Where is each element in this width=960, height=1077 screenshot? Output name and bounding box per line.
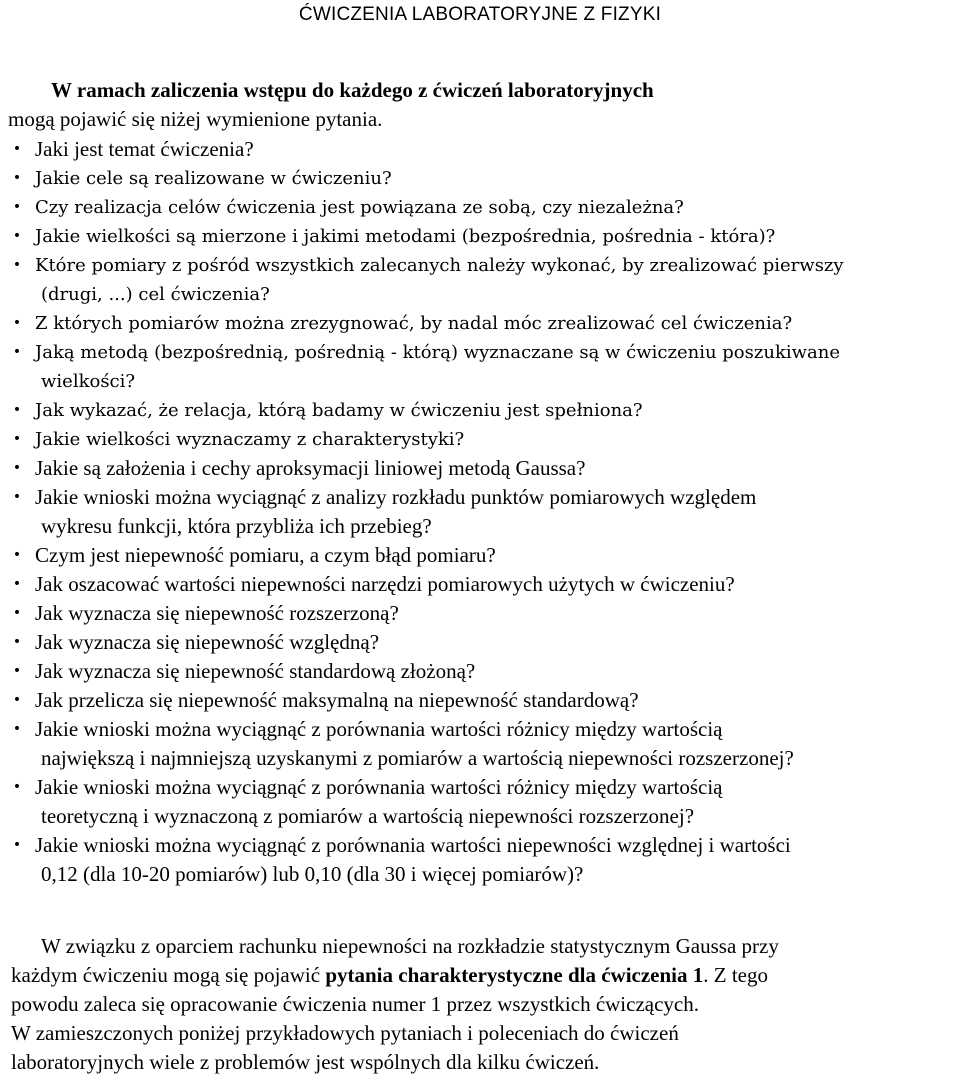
closing-paragraph — [11, 932, 956, 1077]
closing-line-2 — [11, 961, 956, 990]
question-item — [0, 628, 958, 657]
bullet-icon: • — [12, 315, 22, 331]
page-header: ĆWICZENIA LABORATORYJNE Z FIZYKI — [298, 4, 662, 25]
question-item — [0, 454, 958, 483]
question-line-2: (drugi, ...) cel ćwiczenia? — [41, 284, 270, 305]
question-item — [0, 599, 958, 628]
bullet-icon: • — [12, 460, 22, 476]
bullet-icon: • — [12, 170, 22, 186]
question-line-1: Jakie wnioski można wyciągnąć z porównania wartości różnicy między wartością — [35, 717, 723, 741]
question-line-1: Jakie są założenia i cechy aproksymacji liniowej metodą Gaussa? — [35, 456, 586, 480]
question-item — [0, 193, 958, 222]
closing-line-2-bold: pytania charakterystyczne dla ćwiczenia 1 — [325, 963, 704, 987]
question-item — [0, 686, 958, 715]
question-item — [0, 483, 958, 541]
question-line-2: największą i najmniejszą uzyskanymi z pomiarów a wartością niepewności rozszerzonej? — [41, 746, 794, 770]
question-text — [35, 715, 958, 773]
question-line-1: Jak wykazać, że relacja, którą badamy w ćwiczeniu jest spełniona? — [35, 400, 643, 421]
intro-paragraph — [8, 76, 953, 134]
question-item — [0, 135, 958, 164]
bullet-icon: • — [12, 141, 22, 157]
question-text — [35, 686, 958, 715]
bullet-icon: • — [12, 199, 22, 215]
bullet-icon: • — [12, 837, 22, 853]
question-line-1: Jakie cele są realizowane w ćwiczeniu? — [35, 168, 392, 189]
bullet-icon: • — [12, 663, 22, 679]
question-line-2: wielkości? — [41, 371, 136, 392]
question-text — [35, 309, 958, 338]
intro-line-2: mogą pojawić się niżej wymienione pytania. — [8, 107, 383, 131]
question-item — [0, 425, 958, 454]
question-line-1: Jakie wnioski można wyciągnąć z porównania wartości niepewności względnej i wartości — [35, 833, 791, 857]
question-line-1: Jaki jest temat ćwiczenia? — [35, 137, 254, 161]
question-line-1: Czym jest niepewność pomiaru, a czym błąd pomiaru? — [35, 543, 496, 567]
bullet-icon: • — [12, 431, 22, 447]
bullet-icon: • — [12, 576, 22, 592]
intro-line-1: W ramach zaliczenia wstępu do każdego z ćwiczeń laboratoryjnych — [51, 78, 654, 102]
question-text — [35, 773, 958, 831]
bullet-icon: • — [12, 402, 22, 418]
question-text — [35, 164, 958, 193]
question-item — [0, 657, 958, 686]
question-line-1: Jak wyznacza się niepewność względną? — [35, 630, 380, 654]
question-text — [35, 396, 958, 425]
question-text — [35, 831, 958, 889]
question-line-2: wykresu funkcji, która przybliża ich przebieg? — [41, 514, 432, 538]
question-line-1: Jak wyznacza się niepewność rozszerzoną? — [35, 601, 399, 625]
bullet-icon: • — [12, 721, 22, 737]
question-item — [0, 222, 958, 251]
question-line-1: Jak wyznacza się niepewność standardową złożoną? — [35, 659, 476, 683]
bullet-icon: • — [12, 692, 22, 708]
bullet-icon: • — [12, 257, 22, 273]
bullet-icon: • — [12, 228, 22, 244]
question-line-1: Które pomiary z pośród wszystkich zalecanych należy wykonać, by zrealizować pierwszy — [35, 255, 844, 276]
question-text — [35, 251, 958, 309]
bullet-icon: • — [12, 344, 22, 360]
question-text — [35, 599, 958, 628]
bullet-icon: • — [12, 547, 22, 563]
question-item — [0, 541, 958, 570]
question-item — [0, 338, 958, 396]
question-text — [35, 338, 958, 396]
question-line-1: Jakie wnioski można wyciągnąć z porównania wartości różnicy między wartością — [35, 775, 723, 799]
closing-line-1: W związku z oparciem rachunku niepewności na rozkładzie statystycznym Gaussa przy — [41, 934, 779, 958]
question-item — [0, 396, 958, 425]
question-item — [0, 773, 958, 831]
question-text — [35, 425, 958, 454]
question-item — [0, 570, 958, 599]
closing-line-2-tail: . Z tego — [703, 963, 768, 987]
question-text — [35, 541, 958, 570]
question-line-1: Z których pomiarów można zrezygnować, by nadal móc zrealizować cel ćwiczenia? — [35, 313, 793, 334]
bullet-icon: • — [12, 634, 22, 650]
question-line-1: Czy realizacja celów ćwiczenia jest powiązana ze sobą, czy niezależna? — [35, 197, 684, 218]
question-item — [0, 715, 958, 773]
question-line-1: Jakie wielkości wyznaczamy z charakterystyki? — [35, 429, 465, 450]
bullet-icon: • — [12, 489, 22, 505]
question-item — [0, 164, 958, 193]
question-item — [0, 251, 958, 309]
question-item — [0, 309, 958, 338]
question-text — [35, 570, 958, 599]
question-line-1: Jaką metodą (bezpośrednią, pośrednią - którą) wyznaczane są w ćwiczeniu poszukiwane — [35, 342, 841, 363]
question-list — [0, 135, 958, 889]
question-item — [0, 831, 958, 889]
closing-line-3: powodu zaleca się opracowanie ćwiczenia numer 1 przez wszystkich ćwiczących. — [11, 992, 699, 1016]
bullet-icon: • — [12, 605, 22, 621]
question-text — [35, 657, 958, 686]
question-text — [35, 483, 958, 541]
closing-line-2-text: każdym ćwiczeniu mogą się pojawić — [11, 963, 326, 987]
closing-line-5: laboratoryjnych wiele z problemów jest wspólnych dla kilku ćwiczeń. — [11, 1050, 600, 1074]
question-text — [35, 135, 958, 164]
question-text — [35, 454, 958, 483]
question-text — [35, 222, 958, 251]
question-line-1: Jakie wnioski można wyciągnąć z analizy rozkładu punktów pomiarowych względem — [35, 485, 757, 509]
closing-line-4: W zamieszczonych poniżej przykładowych pytaniach i poleceniach do ćwiczeń — [11, 1021, 679, 1045]
question-line-2: teoretyczną i wyznaczoną z pomiarów a wartością niepewności rozszerzonej? — [41, 804, 695, 828]
question-line-1: Jakie wielkości są mierzone i jakimi metodami (bezpośrednia, pośrednia - która)? — [35, 226, 776, 247]
question-line-2: 0,12 (dla 10-20 pomiarów) lub 0,10 (dla 30 i więcej pomiarów)? — [41, 862, 584, 886]
question-line-1: Jak przelicza się niepewność maksymalną na niepewność standardową? — [35, 688, 639, 712]
bullet-icon: • — [12, 779, 22, 795]
question-text — [35, 193, 958, 222]
question-line-1: Jak oszacować wartości niepewności narzędzi pomiarowych użytych w ćwiczeniu? — [35, 572, 735, 596]
question-text — [35, 628, 958, 657]
